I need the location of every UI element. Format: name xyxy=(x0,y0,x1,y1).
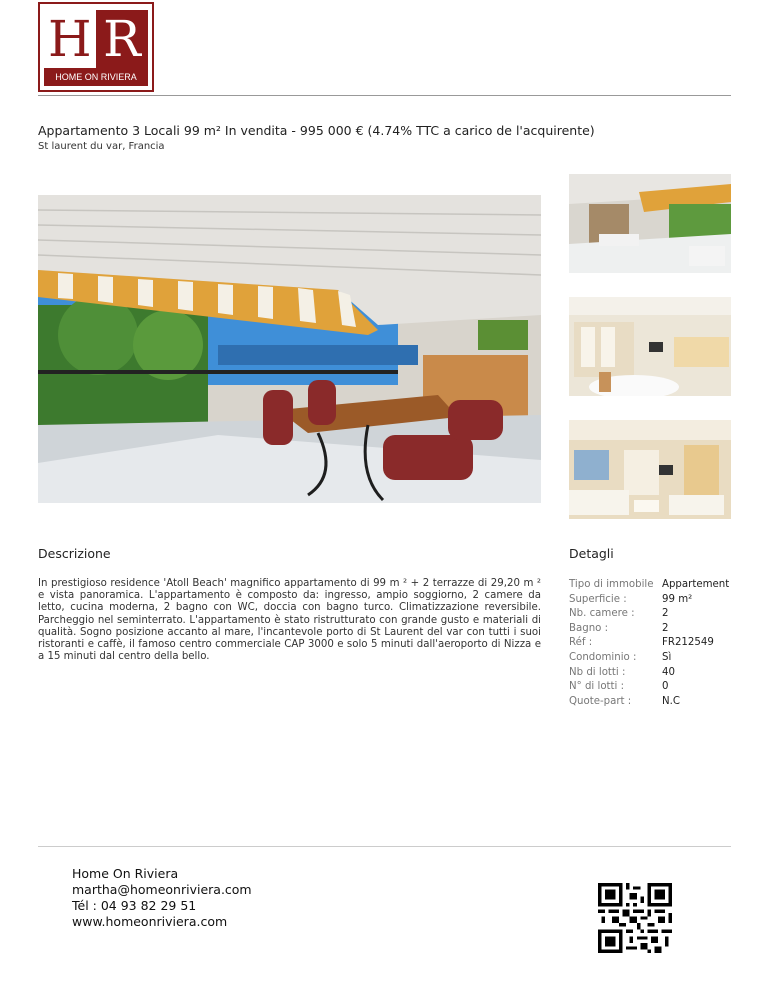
listing-location: St laurent du var, Francia xyxy=(38,141,165,152)
details-table xyxy=(569,578,729,709)
details-row-condominium xyxy=(569,651,729,666)
details-row-bathrooms xyxy=(569,622,729,637)
details-heading: Detagli xyxy=(569,546,614,561)
details-label: Nb. camere : xyxy=(569,608,635,620)
details-row-lot-number xyxy=(569,680,729,695)
thumbnail-photo-lounge[interactable] xyxy=(569,420,731,519)
description-heading: Descrizione xyxy=(38,546,111,561)
thumbnail-living-room-image xyxy=(569,297,731,396)
footer-email[interactable]: martha@homeonriviera.com xyxy=(72,882,252,897)
details-value: 2 xyxy=(662,622,669,634)
logo-monogram xyxy=(44,8,152,70)
thumbnail-photo-terrace[interactable] xyxy=(569,174,731,273)
details-label: Nb di lotti : xyxy=(569,666,626,678)
footer-phone[interactable]: Tél : 04 93 82 29 51 xyxy=(72,898,197,913)
main-photo[interactable] xyxy=(38,195,541,503)
agency-contact xyxy=(72,866,252,930)
footer-company: Home On Riviera xyxy=(72,866,179,881)
details-row-reference xyxy=(569,636,729,651)
details-row-surface xyxy=(569,593,729,608)
details-label: Superficie : xyxy=(569,593,627,605)
footer-website[interactable]: www.homeonriviera.com xyxy=(72,914,228,929)
details-row-lot-count xyxy=(569,666,729,681)
details-label: Tipo di immobile xyxy=(569,579,654,590)
details-row-bedrooms xyxy=(569,607,729,622)
thumbnail-terrace-image xyxy=(569,174,731,273)
details-value: 2 xyxy=(662,608,669,620)
details-label: Condominio : xyxy=(569,651,637,663)
details-label: Réf : xyxy=(569,637,593,649)
details-value: 99 m² xyxy=(662,593,693,605)
details-value: Appartement xyxy=(662,579,730,590)
details-row-quote-part xyxy=(569,695,729,710)
details-value: N.C xyxy=(662,695,680,707)
details-label: Bagno : xyxy=(569,622,609,634)
agency-logo xyxy=(38,2,154,92)
details-value: FR212549 xyxy=(662,637,714,649)
details-label: Quote-part : xyxy=(569,695,632,707)
details-value: 0 xyxy=(662,681,669,693)
listing-title: Appartamento 3 Locali 99 m² In vendita - 995 000 € (4.74% TTC a carico de l'acquirente) xyxy=(38,123,595,138)
qr-code-icon xyxy=(598,883,672,953)
details-label: N° di lotti : xyxy=(569,681,625,693)
details-value: 40 xyxy=(662,666,675,678)
header-divider xyxy=(38,95,731,96)
description-text: In prestigioso residence 'Atoll Beach' magnifico appartamento di 99 m ² + 2 terrazze di 29,20 m ² e vista panoramica. L'appartamento è composto da: ingresso, ampio soggiorno, 2 camere da letto, cucina moderna, 2 bagno con WC, doccia con bagno turco. Climatizzazione reversibile. Parcheggio nel seminterrato. L'appartamento è stato ristrutturato con grande gusto e materiali di qualità. Sogno posizione accanto al mare, l'incantevole porto di St Laurent del var con tutti i suoi ristoranti e caffè, il famoso centro commerciale CAP 3000 e solo 5 minuti dall'aeroporto di Nizza e a 15 minuti dal centro della bello. xyxy=(38,578,541,663)
details-value: Sì xyxy=(662,651,672,663)
logo-letter-h: H xyxy=(48,10,86,68)
thumbnail-photo-living-room[interactable] xyxy=(569,297,731,396)
footer-divider xyxy=(38,846,731,847)
thumbnail-lounge-image xyxy=(569,420,731,519)
logo-brand-name: HOME ON RIVIERA xyxy=(44,68,148,86)
main-photo-image xyxy=(38,195,541,503)
details-row-property-type xyxy=(569,578,729,593)
logo-letter-r: R xyxy=(96,10,148,68)
